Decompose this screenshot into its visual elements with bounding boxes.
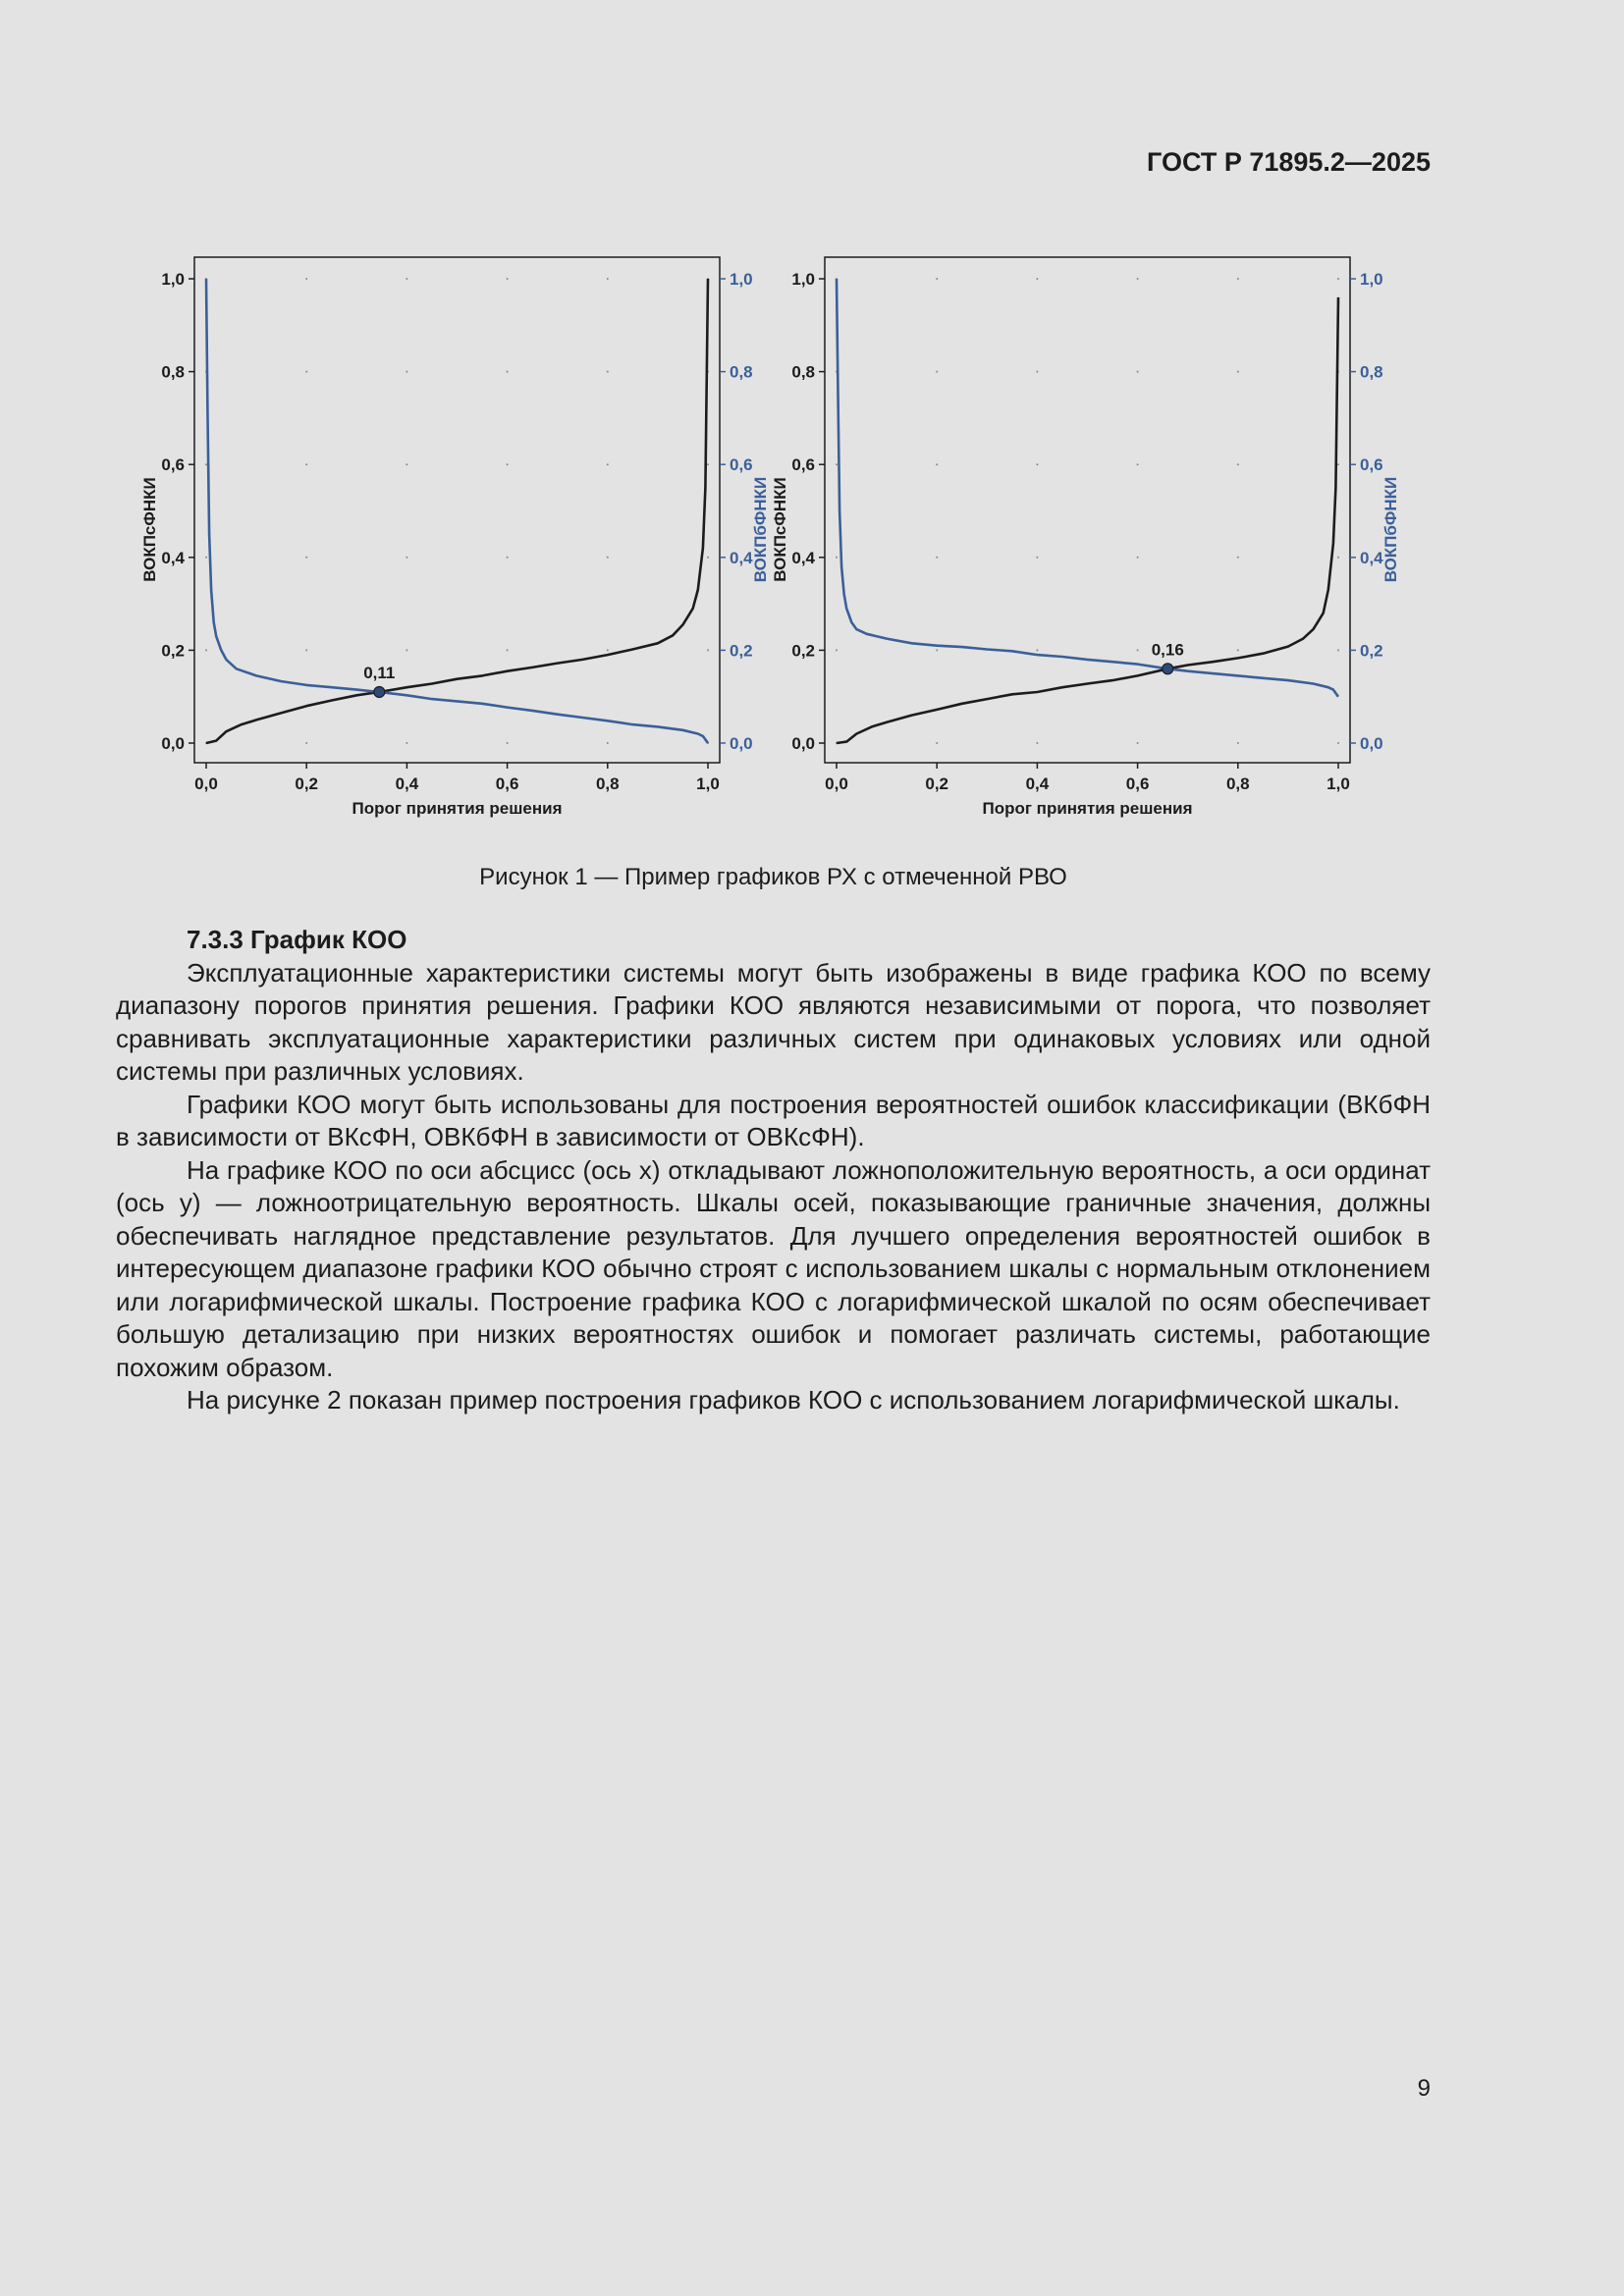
y-tick-label-right: 0,0 [1360, 734, 1383, 753]
grid-dot [1137, 371, 1139, 373]
grid-dot [1036, 557, 1038, 559]
y-tick-label-right: 0,4 [1360, 548, 1383, 567]
threshold-chart-2 [746, 245, 1400, 825]
grid-dot [1137, 742, 1139, 744]
x-axis-label: Порог принятия решения [982, 799, 1193, 818]
y-axis-label-right: ВОКПбФНКИ [751, 476, 770, 583]
y-tick-label-right: 0,8 [1360, 362, 1383, 382]
grid-dot [607, 742, 609, 744]
x-tick-label: 0,2 [925, 774, 949, 793]
y-tick-label-right: 0,0 [730, 734, 753, 753]
grid-dot [1036, 371, 1038, 373]
grid-dot [1337, 463, 1339, 465]
grid-dot [205, 463, 207, 465]
y-tick-label-right: 0,2 [730, 641, 753, 661]
paragraph: Графики КОО могут быть использованы для построения вероятностей ошибок классификации (ВКбФН в зависимости от ВКсФН, ОВКбФН в зависимости от ОВКсФН). [116, 1089, 1431, 1151]
eer-marker [374, 686, 385, 697]
section-content [116, 924, 1431, 1417]
series-line-right [206, 279, 708, 743]
y-tick-label-left: 0,8 [791, 362, 815, 382]
y-tick-label-left: 0,4 [791, 548, 815, 567]
grid-dot [205, 649, 207, 651]
grid-dot [507, 371, 509, 373]
grid-dot [836, 557, 838, 559]
x-tick-label: 0,6 [495, 774, 519, 793]
grid-dot [1237, 278, 1239, 280]
grid-dot [1137, 557, 1139, 559]
paragraph: Эксплуатационные характеристики системы могут быть изображены в виде графика КОО по всему диапазону порогов принятия решения. Графики КОО являются независимыми от порога, что позволяет сравнивать эксплуатационные характеристики различных систем при одинаковых условиях или одной системы при различных условиях. [116, 957, 1431, 1086]
x-tick-label: 0,4 [395, 774, 419, 793]
grid-dot [836, 649, 838, 651]
grid-dot [1237, 649, 1239, 651]
page-number: 9 [1417, 2075, 1431, 2102]
grid-dot [1237, 463, 1239, 465]
plot-frame [194, 257, 720, 763]
y-tick-label-left: 1,0 [791, 270, 815, 289]
grid-dot [507, 649, 509, 651]
grid-dot [1137, 463, 1139, 465]
y-tick-label-left: 0,0 [791, 734, 815, 753]
grid-dot [406, 557, 407, 559]
grid-dot [607, 463, 609, 465]
plot-frame [825, 257, 1350, 763]
y-tick-label-left: 0,6 [791, 455, 815, 475]
grid-dot [305, 371, 307, 373]
x-tick-label: 0,0 [194, 774, 218, 793]
grid-dot [1137, 278, 1139, 280]
section-heading: 7.3.3 График КОО [187, 925, 407, 954]
grid-dot [607, 371, 609, 373]
grid-dot [507, 557, 509, 559]
threshold-chart-1 [116, 245, 770, 825]
eer-marker [1163, 664, 1173, 674]
grid-dot [406, 463, 407, 465]
grid-dot [507, 278, 509, 280]
grid-dot [707, 557, 709, 559]
figure-caption: Рисунок 1 — Пример графиков РХ с отмеченной РВО [479, 864, 1067, 890]
x-tick-label: 0,8 [1225, 774, 1250, 793]
x-tick-label: 0,8 [595, 774, 620, 793]
grid-dot [707, 649, 709, 651]
grid-dot [1036, 742, 1038, 744]
grid-dot [707, 463, 709, 465]
x-tick-label: 1,0 [696, 774, 720, 793]
y-tick-label-right: 1,0 [730, 270, 753, 289]
grid-dot [406, 742, 407, 744]
y-tick-label-left: 0,4 [161, 548, 185, 567]
threshold-chart-2-svg [746, 245, 1400, 825]
grid-dot [507, 463, 509, 465]
paragraph: На рисунке 2 показан пример построения графиков КОО с использованием логарифмической шкалы. [187, 1385, 1400, 1415]
grid-dot [1237, 742, 1239, 744]
x-tick-label: 0,0 [825, 774, 848, 793]
grid-dot [305, 742, 307, 744]
grid-dot [1036, 278, 1038, 280]
grid-dot [1337, 649, 1339, 651]
grid-dot [607, 649, 609, 651]
document-header: ГОСТ Р 71895.2—2025 [1147, 147, 1431, 177]
y-axis-label-left: ВОКПсФНКИ [140, 477, 159, 582]
grid-dot [1337, 278, 1339, 280]
series-line-left [206, 279, 708, 743]
threshold-chart-1-svg [116, 245, 770, 825]
series-line-right [837, 279, 1338, 697]
x-tick-label: 0,6 [1125, 774, 1150, 793]
grid-dot [1337, 742, 1339, 744]
grid-dot [936, 371, 938, 373]
grid-dot [1237, 371, 1239, 373]
y-tick-label-right: 0,8 [730, 362, 753, 382]
eer-label: 0,11 [363, 663, 396, 682]
y-tick-label-left: 0,8 [161, 362, 185, 382]
y-tick-label-right: 0,6 [1360, 455, 1383, 475]
grid-dot [406, 649, 407, 651]
grid-dot [607, 557, 609, 559]
y-tick-label-left: 0,0 [161, 734, 185, 753]
x-tick-label: 1,0 [1326, 774, 1350, 793]
grid-dot [936, 463, 938, 465]
grid-dot [406, 371, 407, 373]
grid-dot [305, 463, 307, 465]
x-axis-label: Порог принятия решения [352, 799, 563, 818]
y-axis-label-left: ВОКПсФНКИ [771, 477, 789, 582]
y-tick-label-left: 0,2 [791, 641, 815, 661]
y-tick-label-right: 0,4 [730, 548, 753, 567]
grid-dot [406, 278, 407, 280]
grid-dot [305, 557, 307, 559]
grid-dot [1337, 557, 1339, 559]
grid-dot [205, 557, 207, 559]
grid-dot [1036, 463, 1038, 465]
grid-dot [1036, 649, 1038, 651]
y-tick-label-right: 1,0 [1360, 270, 1383, 289]
grid-dot [305, 649, 307, 651]
y-tick-label-left: 1,0 [161, 270, 185, 289]
grid-dot [1137, 649, 1139, 651]
paragraph: На графике КОО по оси абсцисс (ось x) откладывают ложноположительную вероятность, а оси ординат (ось y) — ложноотрицательную вероятность. Шкалы осей, показывающие граничные значения, должны обеспечивать наглядное представление результатов. Для лучшего определения вероятностей ошибок в интересующем диапазоне графики КОО обычно строят с использованием шкалы с нормальным отклонением или логарифмической шкалы. Построение графика КОО с логарифмической шкалой по осям обеспечивает большую детализацию при низких вероятностях ошибок и помогает различать системы, работающие похожим образом. [116, 1154, 1431, 1382]
grid-dot [607, 278, 609, 280]
grid-dot [936, 742, 938, 744]
grid-dot [936, 278, 938, 280]
x-tick-label: 0,4 [1025, 774, 1050, 793]
y-tick-label-right: 0,6 [730, 455, 753, 475]
eer-label: 0,16 [1151, 640, 1184, 660]
series-line-left [837, 297, 1338, 743]
x-tick-label: 0,2 [295, 774, 319, 793]
grid-dot [1237, 557, 1239, 559]
y-axis-label-right: ВОКПбФНКИ [1381, 476, 1400, 583]
y-tick-label-right: 0,2 [1360, 641, 1383, 661]
grid-dot [836, 463, 838, 465]
grid-dot [936, 649, 938, 651]
y-tick-label-left: 0,6 [161, 455, 185, 475]
grid-dot [507, 742, 509, 744]
grid-dot [936, 557, 938, 559]
y-tick-label-left: 0,2 [161, 641, 185, 661]
grid-dot [305, 278, 307, 280]
